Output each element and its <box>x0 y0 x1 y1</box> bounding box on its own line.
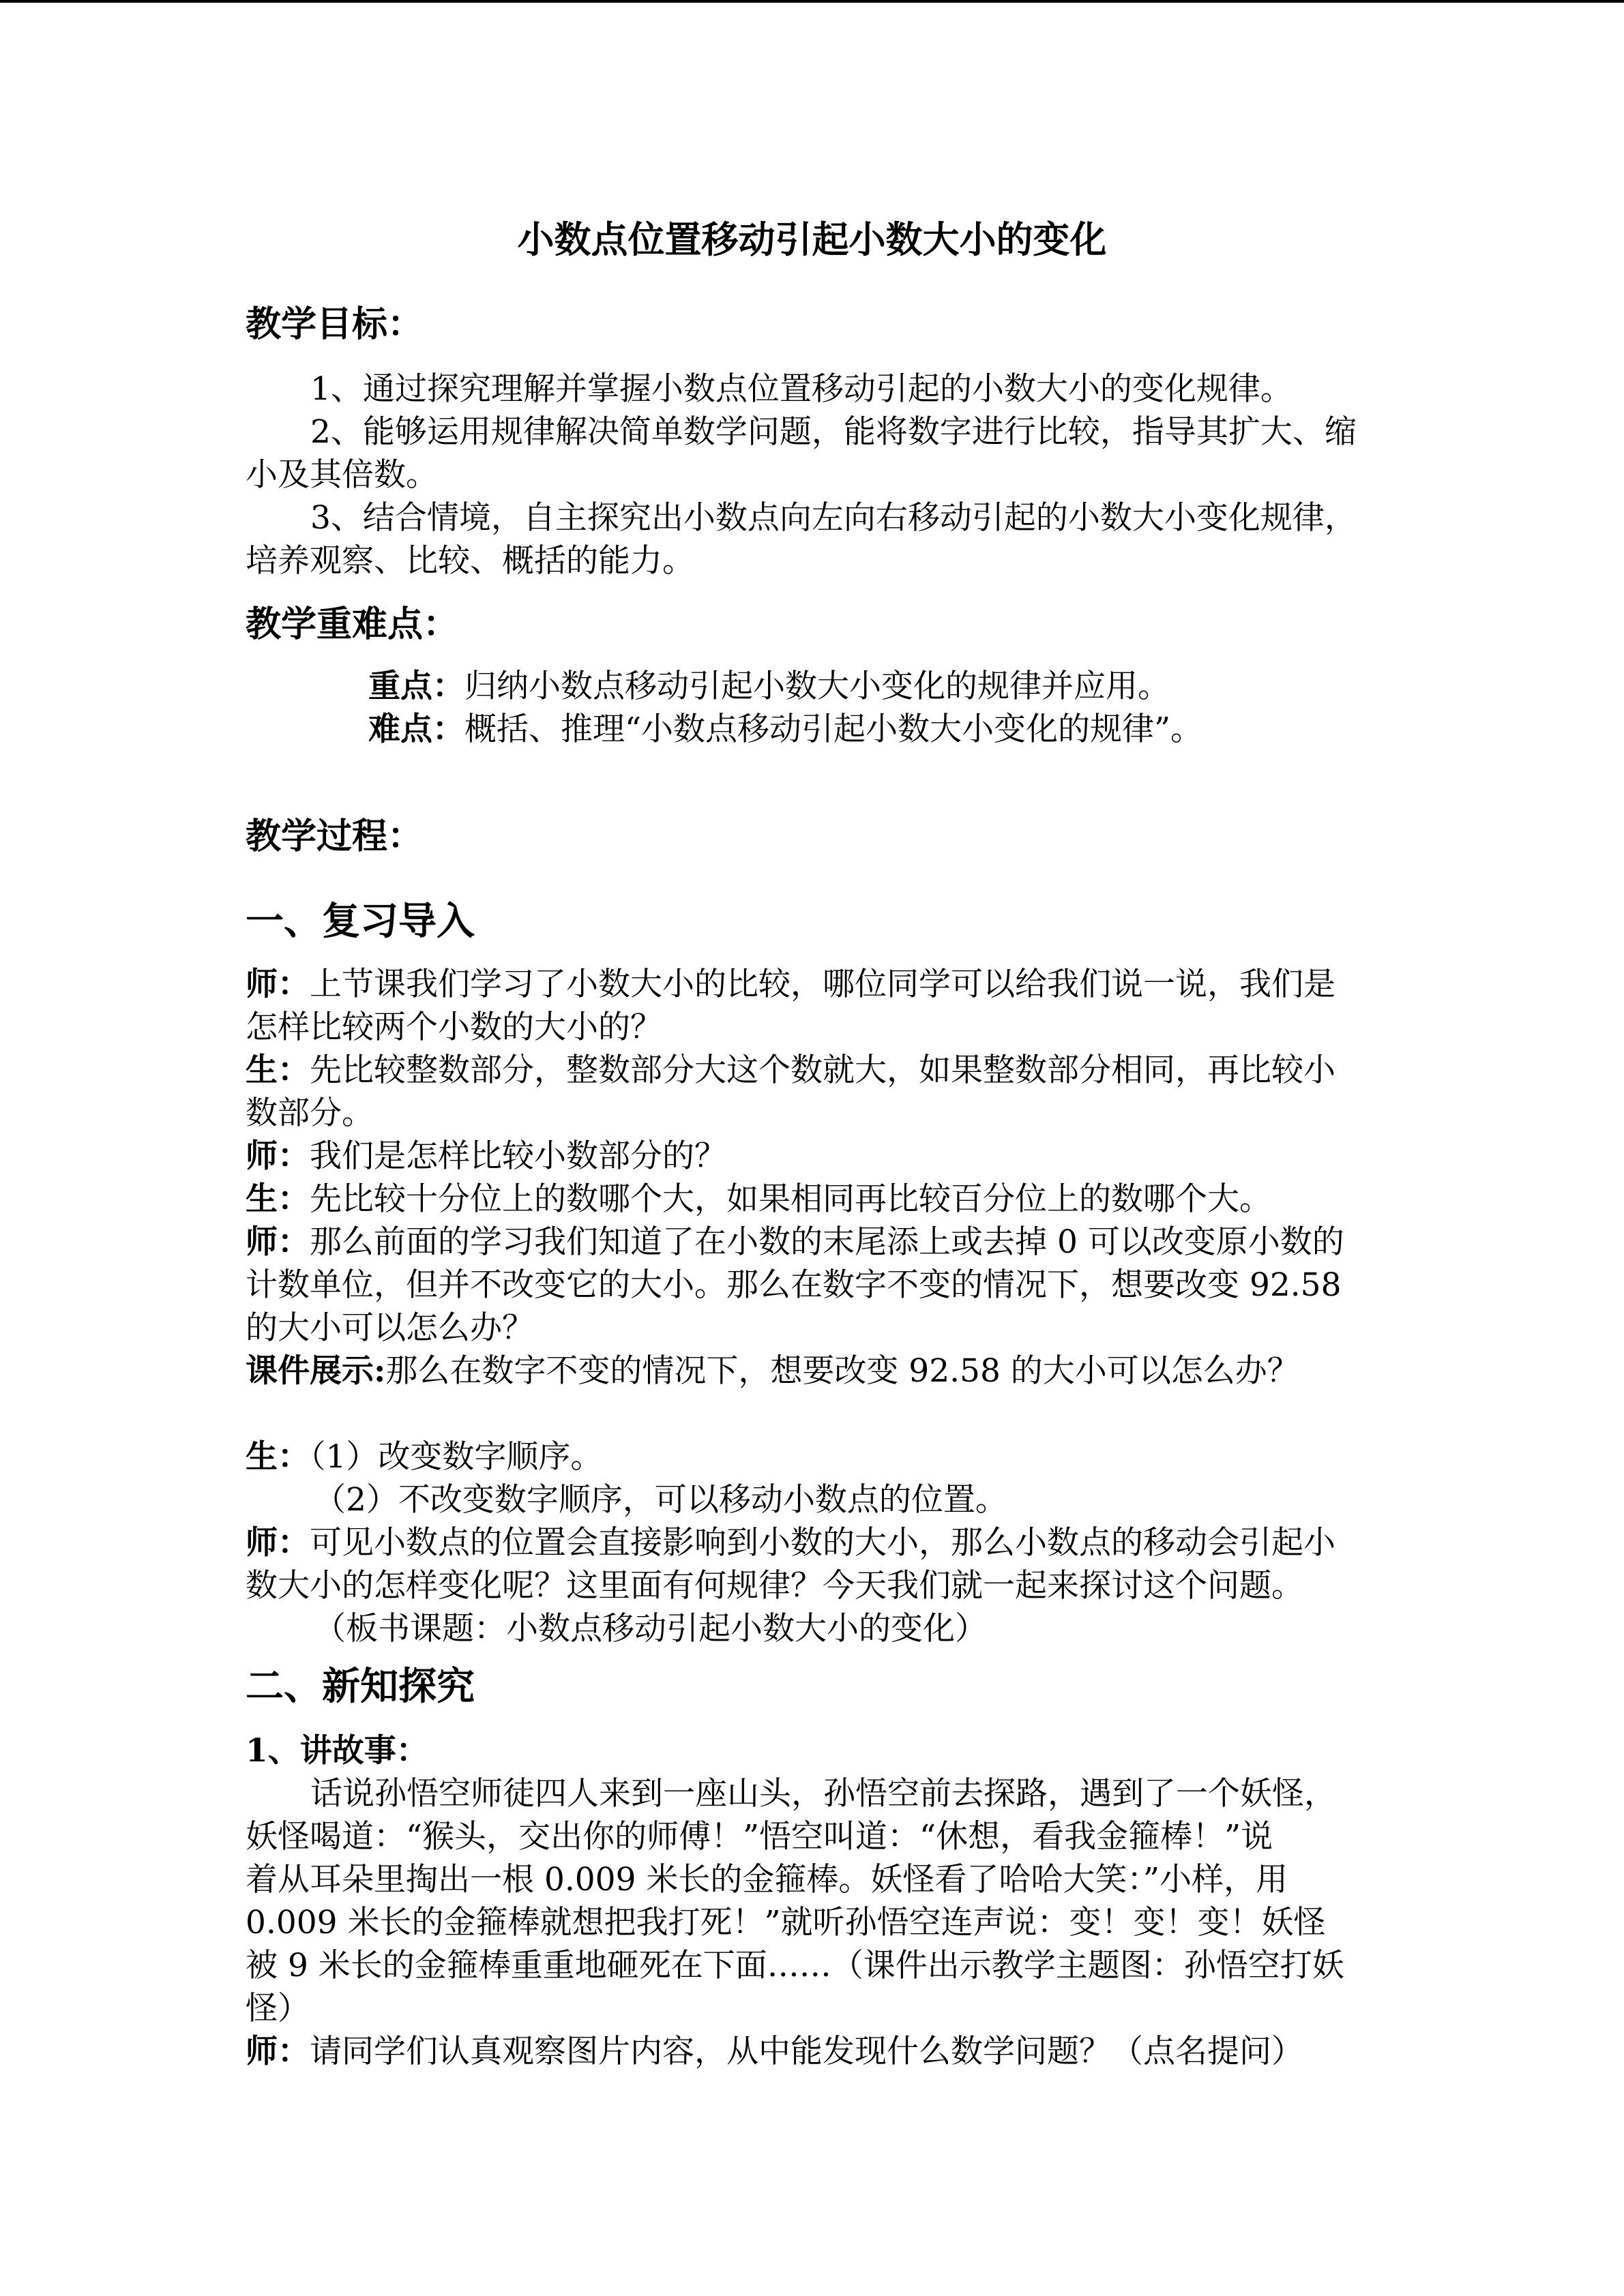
dialogue-text: 先比较十分位上的数哪个大，如果相同再比较百分位上的数哪个大。 <box>310 1180 1271 1218</box>
key-point-label: 重点： <box>368 668 464 705</box>
dialogue-line <box>246 1007 662 1049</box>
hard-point <box>368 709 1202 751</box>
dialogue-text: 我们是怎样比较小数部分的？ <box>310 1137 726 1175</box>
dialogue-text: （板书课题：小数点移动引起小数大小的变化） <box>314 1610 987 1648</box>
dialogue-text: 上节课我们学习了小数大小的比较，哪位同学可以给我们说一说，我们是 <box>310 966 1335 1003</box>
speaker-label: 课件展示: <box>246 1352 386 1390</box>
speaker-label: 师： <box>246 1137 310 1175</box>
key-point <box>368 666 1170 708</box>
speaker-label: 生： <box>246 1438 310 1476</box>
story-line <box>310 1773 1336 1815</box>
story-subheading: 1、讲故事： <box>246 1732 428 1770</box>
hard-point-text: 概括、推理“小数点移动引起小数大小变化的规律”。 <box>464 711 1203 748</box>
objective-line: 2、能够运用规律解决简单数学问题，能将数字进行比较，指导其扩大、缩 <box>310 413 1357 451</box>
objective-line: 培养观察、比较、概括的能力。 <box>246 542 694 580</box>
section1-heading: 一、复习导入 <box>246 899 475 944</box>
process-heading: 教学过程： <box>246 816 424 857</box>
dialogue-text: （2）不改变数字顺序，可以移动小数点的位置。 <box>314 1481 1007 1519</box>
dialogue-text: 请同学们认真观察图片内容，从中能发现什么数学问题？（点名提问） <box>310 2033 1303 2070</box>
hard-point-label: 难点： <box>368 711 464 748</box>
dialogue-text: 先比较整数部分，整数部分大这个数就大，如果整数部分相同，再比较小 <box>310 1052 1335 1089</box>
dialogue-text: 计数单位，但并不改变它的大小。那么在数字不变的情况下，想要改变 92.58 <box>246 1266 1342 1304</box>
section2-heading: 二、新知探究 <box>246 1664 475 1709</box>
dialogue-line <box>246 2031 1303 2073</box>
dialogue-line <box>246 1565 1303 1607</box>
speaker-label: 生： <box>246 1180 310 1218</box>
dialogue-line <box>246 1221 1344 1264</box>
speaker-label: 生： <box>246 1052 310 1089</box>
dialogue-line <box>246 1350 1299 1392</box>
story-line <box>246 1859 1288 1901</box>
speaker-label: 师： <box>246 2033 310 2070</box>
speaker-label: 师： <box>246 966 310 1003</box>
dialogue-text: 数部分。 <box>246 1094 374 1132</box>
story-text: 着从耳朵里掏出一根 0.009 米长的金箍棒。妖怪看了哈哈大笑：”小样，用 <box>246 1861 1288 1898</box>
key-point-text: 归纳小数点移动引起小数大小变化的规律并应用。 <box>464 668 1170 705</box>
dialogue-text: （1）改变数字顺序。 <box>310 1438 603 1476</box>
dialogue-text: 可见小数点的位置会直接影响到小数的大小，那么小数点的移动会引起小 <box>310 1524 1335 1562</box>
story-text: 0.009 米长的金箍棒就想把我打死！”就听孙悟空连声说：变！变！变！妖怪 <box>246 1904 1326 1941</box>
dialogue-line <box>246 964 1335 1006</box>
story-line <box>246 1816 1273 1858</box>
dialogue-line <box>246 1135 726 1178</box>
dialogue-text: 那么前面的学习我们知道了在小数的末尾添上或去掉 0 可以改变原小数的 <box>310 1223 1344 1261</box>
keypoints-heading: 教学重难点： <box>246 603 459 645</box>
dialogue-text: 怎样比较两个小数的大小的？ <box>246 1009 662 1046</box>
dialogue-line <box>246 1092 374 1135</box>
objective-line: 3、结合情境，自主探究出小数点向左向右移动引起的小数大小变化规律， <box>310 499 1357 537</box>
objective-line: 1、通过探究理解并掌握小数点位置移动引起的小数大小的变化规律。 <box>310 370 1293 408</box>
story-text: 被 9 米长的金箍棒重重地砸死在下面……（课件出示教学主题图：孙悟空打妖 <box>246 1947 1344 1984</box>
story-text: 妖怪喝道：“猴头，交出你的师傅！”悟空叫道：“休想，看我金箍棒！”说 <box>246 1818 1273 1855</box>
document-title: 小数点位置移动引起小数大小的变化 <box>517 218 1107 261</box>
objective-line: 小及其倍数。 <box>246 456 438 494</box>
dialogue-text: 数大小的怎样变化呢？这里面有何规律？今天我们就一起来探讨这个问题。 <box>246 1567 1303 1605</box>
dialogue-text: 的大小可以怎么办？ <box>246 1309 534 1347</box>
dialogue-line <box>246 1307 534 1350</box>
speaker-label: 师： <box>246 1524 310 1562</box>
dialogue-line <box>246 1049 1335 1092</box>
dialogue-line <box>246 1522 1335 1564</box>
story-text: 怪） <box>246 1990 310 2027</box>
dialogue-line <box>314 1479 1007 1521</box>
dialogue-text: 那么在数字不变的情况下，想要改变 92.58 的大小可以怎么办？ <box>385 1352 1299 1390</box>
dialogue-line <box>314 1608 987 1650</box>
dialogue-line <box>246 1436 602 1478</box>
story-line <box>246 1988 310 2030</box>
dialogue-line <box>246 1178 1271 1221</box>
objectives-heading: 教学目标： <box>246 303 424 345</box>
story-line <box>246 1902 1326 1944</box>
dialogue-line <box>246 1264 1342 1307</box>
story-line <box>246 1945 1344 1987</box>
speaker-label: 师： <box>246 1223 310 1261</box>
story-text: 话说孙悟空师徒四人来到一座山头，孙悟空前去探路，遇到了一个妖怪， <box>310 1775 1336 1813</box>
